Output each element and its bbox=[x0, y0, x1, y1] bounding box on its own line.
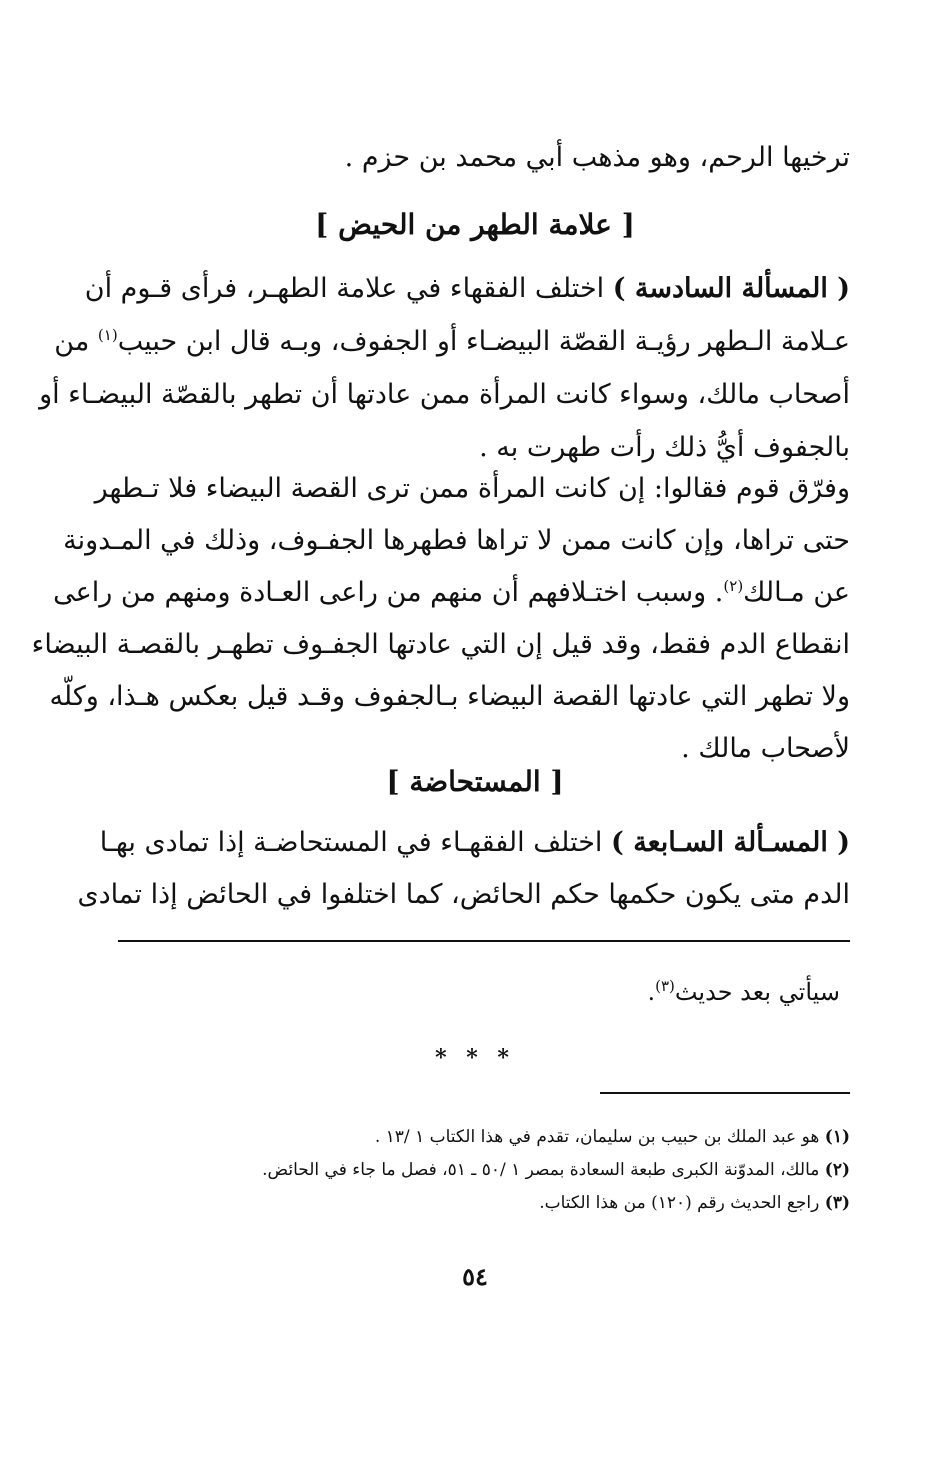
line-text: من bbox=[54, 326, 98, 357]
paragraph-line bbox=[100, 827, 850, 858]
footnote-number: (٢) bbox=[824, 1160, 850, 1180]
intro-line: ترخيها الرحم، وهو مذهب أبي محمد بن حزم . bbox=[344, 142, 850, 173]
footnote-number: (١) bbox=[824, 1127, 850, 1147]
footnote-text: هو عبد الملك بن حبيب بن سليمان، تقدم في هذا الكتاب ١ /١٣ . bbox=[374, 1127, 825, 1147]
paragraph-line bbox=[54, 326, 850, 357]
paragraph-line: وفرّق قوم فقالوا: إن كانت المرأة ممن ترى القصة البيضاء فلا تـطهر bbox=[94, 473, 850, 504]
paragraph-line: ولا تطهر التي عادتها القصة البيضاء بـالجفوف وقـد قيل بعكس هـذا، وكلّه bbox=[49, 681, 850, 712]
line-text: اختلف الفقهـاء في المستحاضـة إذا تمادى بهـا bbox=[99, 827, 612, 858]
footnote-text: راجع الحديث رقم (١٢٠) من هذا الكتاب. bbox=[539, 1193, 825, 1213]
footnote-3 bbox=[100, 1193, 850, 1213]
paragraph-line: الدم متى يكون حكمها حكم الحائض، كما اختلفوا في الحائض إذا تمادى bbox=[77, 879, 850, 910]
line-text: . وسبب اختـلافهم أن منهم من راعى العـادة ومنهم من راعى bbox=[53, 577, 724, 608]
footnote-marker[interactable]: (١) bbox=[97, 326, 118, 344]
continuation-note bbox=[240, 978, 840, 1006]
page-number: ٥٤ bbox=[462, 1262, 488, 1291]
footnote-marker[interactable]: (٢) bbox=[723, 577, 744, 595]
continuation-end: . bbox=[647, 978, 656, 1006]
footnote-text: مالك، المدوّنة الكبرى طبعة السعادة بمصر ١ /٥٠ ـ ٥١، فصل ما جاء في الحائض. bbox=[262, 1160, 825, 1180]
paragraph-line: أصحاب مالك، وسواء كانت المرأة ممن عادتها أن تطهر بالقصّة البيضـاء أو bbox=[39, 379, 850, 410]
paragraph-line bbox=[53, 577, 850, 608]
section-heading-istihada: [ المستحاضة ] bbox=[386, 765, 564, 798]
issue-label: ( المسـألة السـابعة ) bbox=[611, 827, 850, 858]
paragraph-line: انقطاع الدم فقط، وقد قيل إن التي عادتها الجفـوف تطهـر بالقصـة البيضاء bbox=[31, 629, 850, 660]
paragraph-line: حتى تراها، وإن كانت ممن لا تراها فطهرها الجفـوف، وذلك في المـدونة bbox=[63, 525, 850, 556]
section-heading-purity-sign: [ علامة الطهر من الحيض ] bbox=[315, 208, 635, 241]
line-text: عـلامة الـطهر رؤيـة القصّة البيضـاء أو الجفوف، وبـه قال ابن حبيب bbox=[117, 326, 850, 357]
footnote-marker[interactable]: (٣) bbox=[655, 977, 675, 995]
issue-label: ( المسألة السادسة ) bbox=[612, 273, 850, 304]
line-text: عن مـالك bbox=[743, 577, 850, 608]
footnote-1 bbox=[100, 1127, 850, 1147]
footnote-divider bbox=[600, 1092, 850, 1094]
stars-separator: * * * bbox=[435, 1045, 515, 1071]
section-divider bbox=[118, 940, 850, 942]
continuation-text: سيأتي بعد حديث bbox=[674, 978, 840, 1006]
paragraph-line: لأصحاب مالك . bbox=[681, 733, 850, 764]
paragraph-line bbox=[84, 273, 850, 304]
footnote-number: (٣) bbox=[824, 1193, 850, 1213]
line-text: اختلف الفقهاء في علامة الطهـر، فرأى قـوم أن bbox=[84, 273, 613, 304]
paragraph-line: بالجفوف أيُّ ذلك رأت طهرت به . bbox=[479, 432, 850, 463]
footnote-2 bbox=[100, 1160, 850, 1180]
